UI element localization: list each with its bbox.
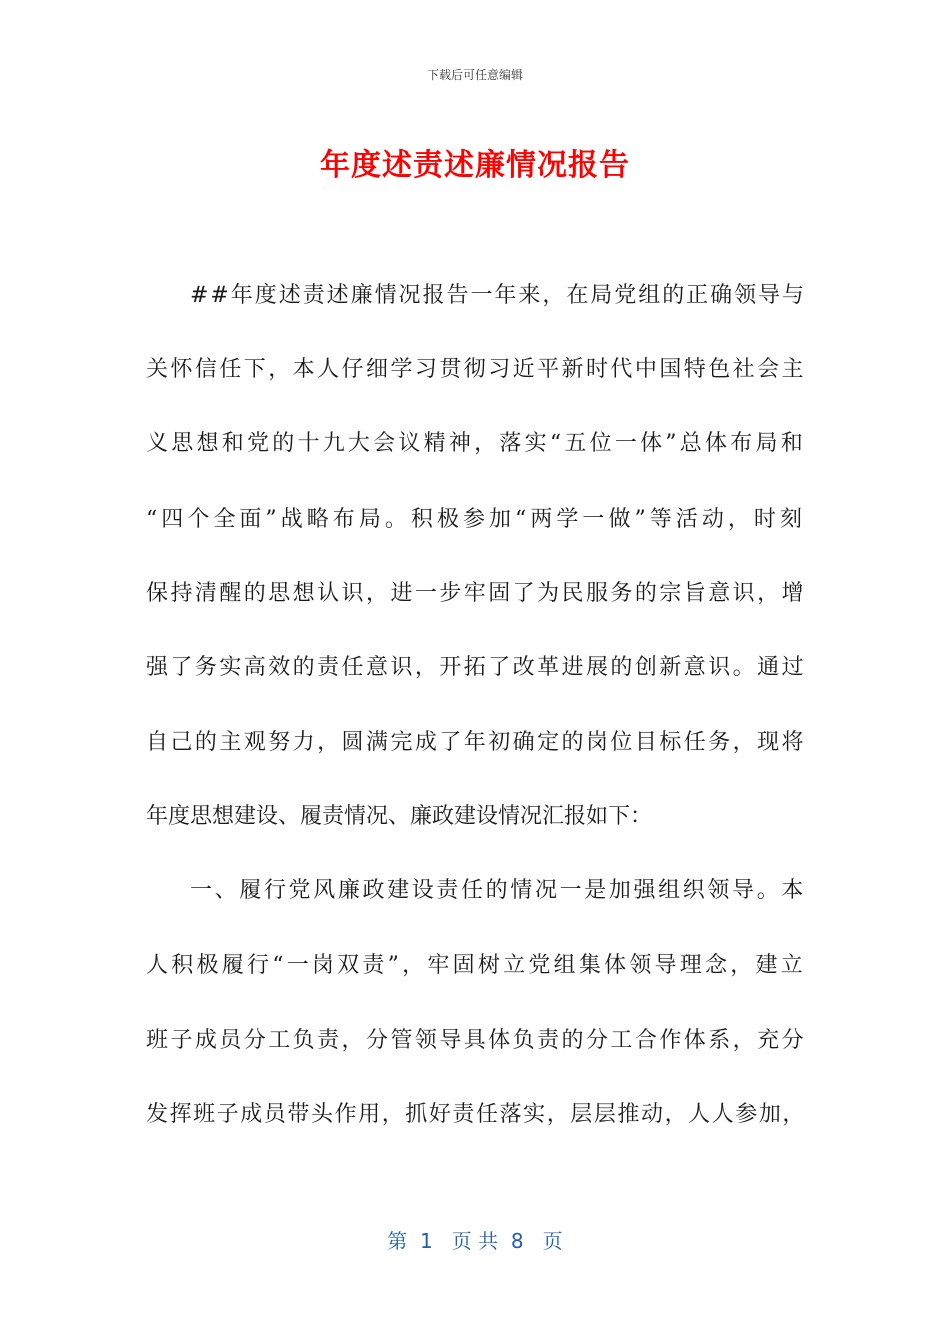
text-line: 保持清醒的思想认识，进一步牢固了为民服务的宗旨意识，增 — [146, 581, 806, 606]
text-line: 年度思想建设、履责情况、廉政建设情况汇报如下： — [146, 804, 653, 829]
text-line: ##年度述责述廉情况报告一年来，在局党组的正确领导与 — [190, 283, 806, 308]
text-line: 义思想和党的十九大会议精神，落实“五位一体”总体布局和 — [146, 431, 807, 456]
document-title: 年度述责述廉情况报告 — [320, 148, 630, 183]
text-line: 一、履行党风廉政建设责任的情况一是加强组织领导。本 — [190, 878, 806, 903]
text-line: “四个全面”战略布局。积极参加“两学一做”等活动，时刻 — [146, 507, 806, 532]
text-line: 自己的主观努力，圆满完成了年初确定的岗位目标任务，现将 — [146, 730, 806, 755]
page-footer: 第 1 页 共 8 页 — [387, 1229, 563, 1253]
text-line: 人积极履行“一岗双责”，牢固树立党组集体领导理念，建立 — [146, 953, 807, 978]
header-note: 下载后可任意编辑 — [426, 68, 523, 82]
text-line: 强了务实高效的责任意识，开拓了改革进展的创新意识。通过 — [146, 655, 806, 680]
text-line: 发挥班子成员带头作用，抓好责任落实，层层推动，人人参加， — [146, 1102, 806, 1127]
text-line: 班子成员分工负责，分管领导具体负责的分工合作体系，充分 — [146, 1028, 806, 1053]
text-line: 关怀信任下，本人仔细学习贯彻习近平新时代中国特色社会主 — [146, 357, 806, 382]
